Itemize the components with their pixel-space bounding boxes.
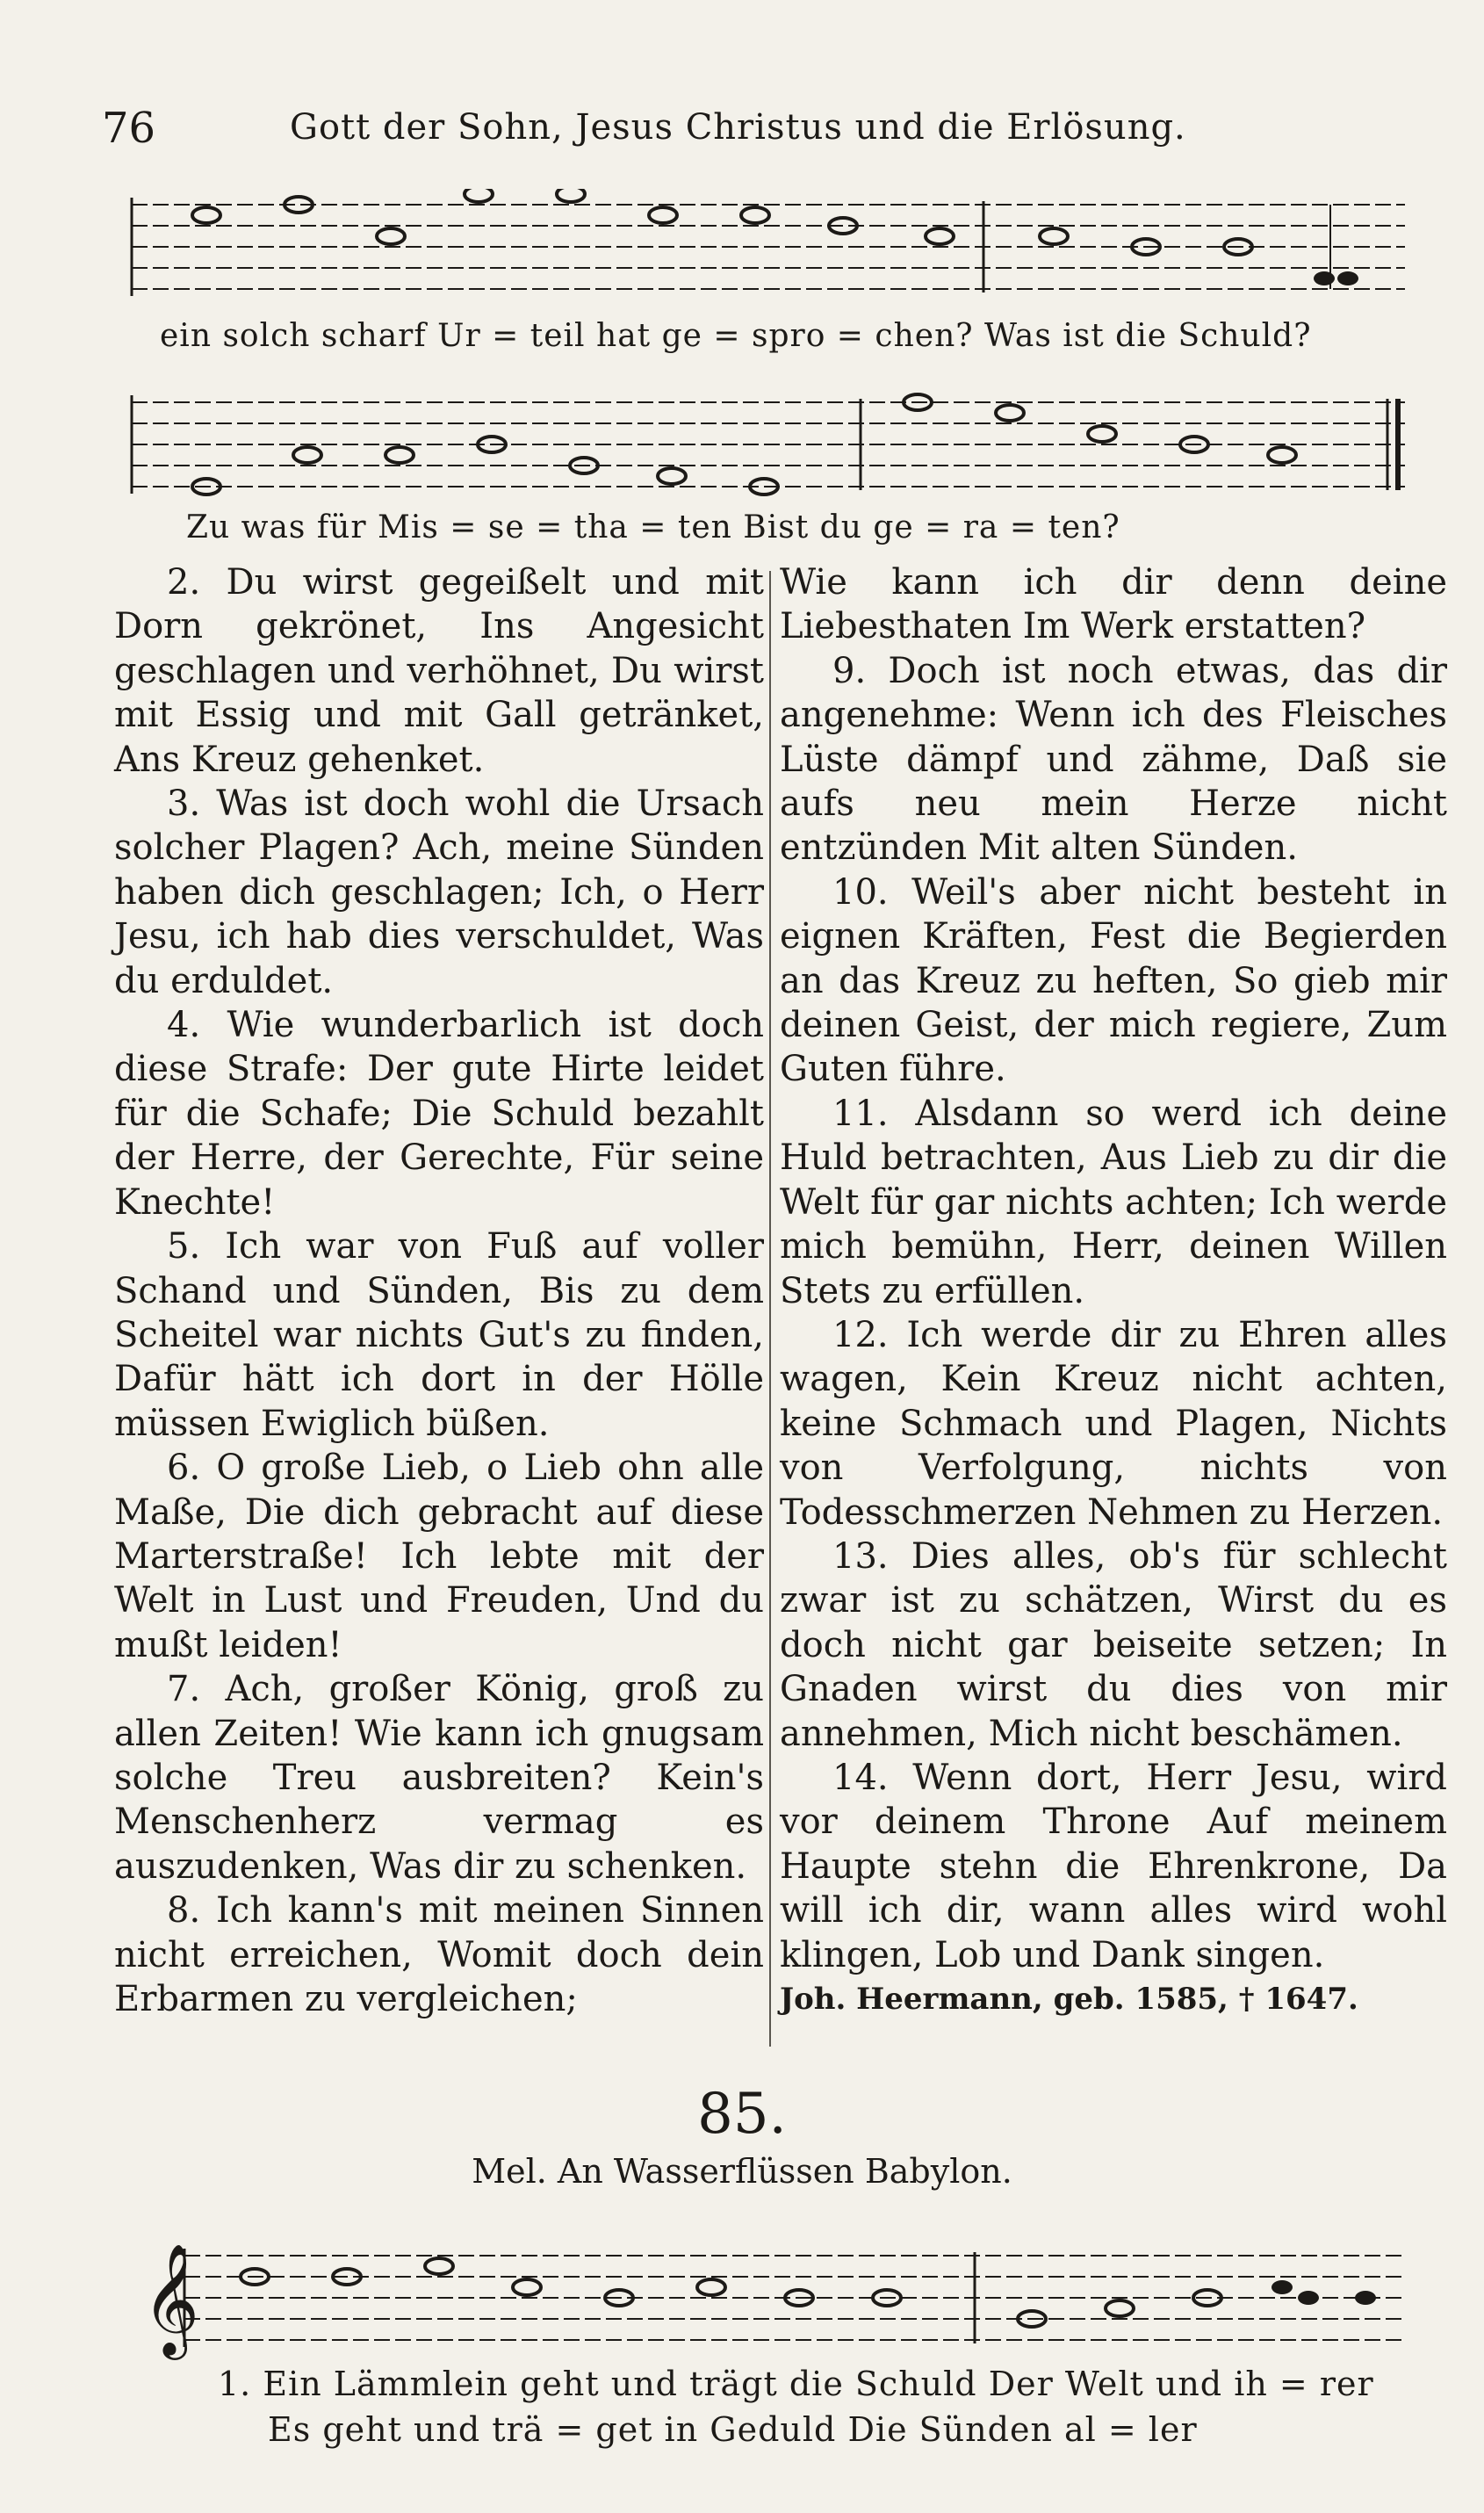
verse-13: 13. Dies alles, ob's für schlecht zwar ist zu schätzen, Wirst du es doch nicht gar beiseite setzen; In Gnaden wirst du dies von mir annehmen, Mich nicht beschämen.: [780, 1535, 1447, 1754]
verse-8: 8. Ich kann's mit meinen Sinnen nicht erreichen, Womit doch dein Erbarmen zu vergleichen;: [114, 1890, 764, 2019]
staff-2-lyrics: Zu was für Mis = se = tha = ten Bist du ge = ra = ten?: [186, 509, 1120, 545]
verse-3: 3. Was ist doch wohl die Ursach solcher Plagen? Ach, meine Sünden haben dich geschlagen; Ich, o Herr Jesu, ich hab dies verschuldet, Was du erduldet.: [114, 784, 764, 1001]
verse-6: 6. O große Lieb, o Lieb ohn alle Maße, Die dich gebracht auf diese Marterstraße! Ich lebte mit der Welt in Lust und Freuden, Und du mußt leiden!: [114, 1448, 764, 1665]
verse-7: 7. Ach, großer König, groß zu allen Zeiten! Wie kann ich gnugsam solche Treu ausbreiten? Kein's Menschenherz vermag es auszudenken, Was dir zu schenken.: [114, 1669, 764, 1887]
page-header: [97, 104, 1431, 156]
melody-title: Mel. An Wasserflüssen Babylon.: [472, 2152, 1012, 2191]
hymn-85-verse-1-line-1: 1. Ein Lämmlein geht und trägt die Schuld Der Welt und ih = rer: [218, 2365, 1374, 2403]
verse-2: 2. Du wirst gegeißelt und mit Dorn gekrönet, Ins Angesicht geschlagen und verhöhnet, Du wirst mit Essig und mit Gall getränket, Ans Kreuz gehenket.: [114, 562, 764, 780]
verse-14: 14. Wenn dort, Herr Jesu, wird vor deinem Throne Auf meinem Haupte stehn die Ehrenkrone, Da will ich dir, wann alles wird wohl klingen, Lob und Dank singen.: [780, 1757, 1447, 1975]
verse-4: 4. Wie wunderbarlich ist doch diese Strafe: Der gute Hirte leidet für die Schafe; Die Schuld bezahlt der Herre, der Gerechte, Für seine Knechte!: [114, 1005, 764, 1223]
page-number: 76: [102, 104, 156, 153]
music-staff-3: [140, 2231, 1414, 2363]
verse-10: 10. Weil's aber nicht besteht in eignen Kräften, Fest die Begierden an das Kreuz zu heften, So gieb mir deinen Geist, der mich regiere, Zum Guten führe.: [780, 871, 1447, 1090]
treble-clef-icon: 𝄞: [142, 2242, 200, 2355]
music-staff-2: [123, 386, 1414, 509]
staff-1-lyrics: ein solch scharf Ur = teil hat ge = spro = chen? Was ist die Schuld?: [160, 318, 1312, 354]
verse-8-continued: Wie kann ich dir denn deine Liebesthaten Im Werk erstatten?: [780, 562, 1447, 647]
left-column: [114, 560, 764, 2021]
right-column: [780, 560, 1447, 2021]
verse-11: 11. Alsdann so werd ich deine Huld betrachten, Aus Lieb zu dir die Welt für gar nichts achten; Ich werde mich bemühn, Herr, deinen Willen Stets zu erfüllen.: [780, 1093, 1447, 1311]
hymn-85-verse-1-line-2: Es geht und trä = get in Geduld Die Sünden al = ler: [268, 2410, 1198, 2449]
verse-9: 9. Doch ist noch etwas, das dir angenehme: Wenn ich des Fleisches Lüste dämpf und zähme, Daß sie aufs neu mein Herze nicht entzünden Mit alten Sünden.: [780, 650, 1447, 869]
verse-12: 12. Ich werde dir zu Ehren alles wagen, Kein Kreuz nicht achten, keine Schmach und Plagen, Nichts von Verfolgung, nichts von Todesschmerzen Nehmen zu Herzen.: [780, 1314, 1447, 1533]
running-title: Gott der Sohn, Jesus Christus und die Erlösung.: [290, 107, 1186, 148]
column-divider: [769, 571, 771, 2047]
hymn-number: 85.: [697, 2082, 787, 2147]
music-staff-1: [123, 189, 1414, 312]
author-credit: Joh. Heermann, geb. 1585, † 1647.: [780, 1982, 1358, 2017]
verse-5: 5. Ich war von Fuß auf voller Schand und Sünden, Bis zu dem Scheitel war nichts Gut's zu finden, Dafür hätt ich dort in der Hölle müssen Ewiglich büßen.: [114, 1226, 764, 1444]
